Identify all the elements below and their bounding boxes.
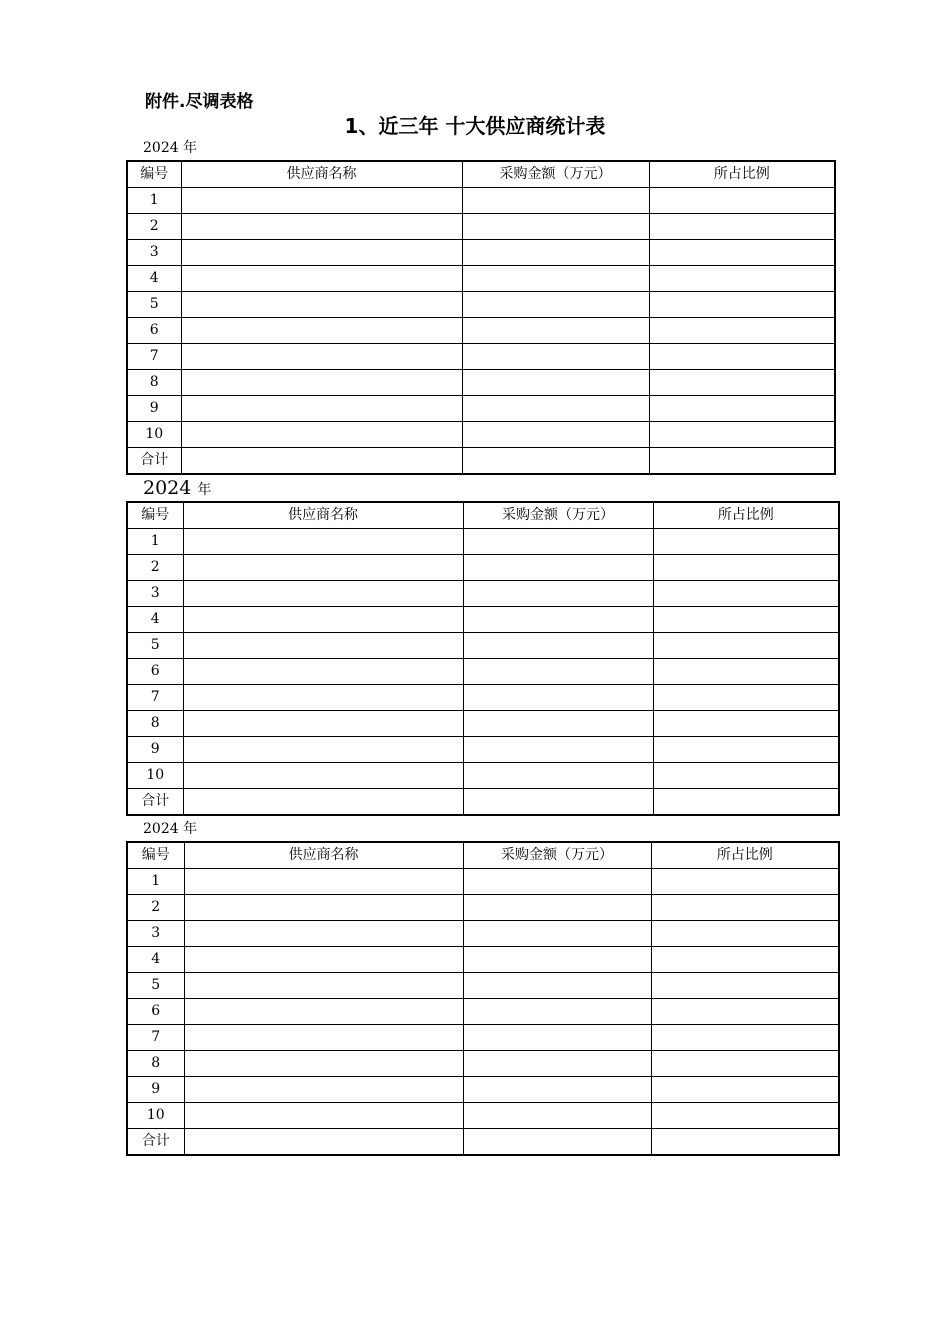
purchase-amount-cell[interactable] — [462, 188, 649, 214]
percentage-cell[interactable] — [651, 947, 839, 973]
percentage-cell[interactable] — [651, 1129, 839, 1156]
column-header: 供应商名称 — [181, 161, 462, 188]
column-header: 采购金额（万元） — [462, 161, 649, 188]
purchase-amount-cell[interactable] — [463, 555, 653, 581]
row-number: 7 — [127, 1025, 184, 1051]
row-number: 8 — [127, 370, 181, 396]
purchase-amount-cell[interactable] — [462, 266, 649, 292]
row-number: 5 — [127, 292, 181, 318]
supplier-name-cell[interactable] — [183, 789, 463, 816]
row-number: 3 — [127, 921, 184, 947]
supplier-name-cell[interactable] — [181, 188, 462, 214]
row-number: 1 — [127, 869, 184, 895]
percentage-cell[interactable] — [653, 659, 839, 685]
row-number: 4 — [127, 266, 181, 292]
table-row — [127, 685, 839, 711]
table-row — [127, 581, 839, 607]
supplier-name-cell[interactable] — [184, 973, 463, 999]
table-row — [127, 318, 835, 344]
purchase-amount-cell[interactable] — [463, 659, 653, 685]
table-row — [127, 921, 839, 947]
row-number: 4 — [127, 607, 183, 633]
purchase-amount-cell[interactable] — [463, 947, 651, 973]
purchase-amount-cell[interactable] — [462, 422, 649, 448]
supplier-name-cell[interactable] — [184, 869, 463, 895]
column-header: 所占比例 — [649, 161, 835, 188]
total-row — [127, 1129, 839, 1156]
purchase-amount-cell[interactable] — [463, 1051, 651, 1077]
purchase-amount-cell[interactable] — [463, 607, 653, 633]
row-number: 6 — [127, 318, 181, 344]
supplier-table-3 — [126, 841, 840, 1156]
total-label: 合计 — [127, 789, 183, 816]
column-header: 供应商名称 — [183, 502, 463, 529]
table-row — [127, 1025, 839, 1051]
purchase-amount-cell[interactable] — [463, 763, 653, 789]
table-row — [127, 214, 835, 240]
supplier-name-cell[interactable] — [183, 737, 463, 763]
purchase-amount-cell[interactable] — [462, 214, 649, 240]
row-number: 8 — [127, 1051, 184, 1077]
table-row — [127, 895, 839, 921]
supplier-name-cell[interactable] — [183, 633, 463, 659]
purchase-amount-cell[interactable] — [463, 789, 653, 816]
total-label: 合计 — [127, 448, 181, 475]
supplier-name-cell[interactable] — [181, 318, 462, 344]
column-header: 采购金额（万元） — [463, 502, 653, 529]
table-row — [127, 240, 835, 266]
purchase-amount-cell[interactable] — [462, 396, 649, 422]
purchase-amount-cell[interactable] — [463, 973, 651, 999]
percentage-cell[interactable] — [653, 737, 839, 763]
purchase-amount-cell[interactable] — [463, 869, 651, 895]
year-value: 2024 — [143, 821, 179, 837]
supplier-name-cell[interactable] — [184, 1077, 463, 1103]
supplier-name-cell[interactable] — [184, 1129, 463, 1156]
total-label: 合计 — [127, 1129, 184, 1156]
table-row — [127, 737, 839, 763]
supplier-name-cell[interactable] — [181, 266, 462, 292]
row-number: 6 — [127, 999, 184, 1025]
row-number: 1 — [127, 188, 181, 214]
table-row — [127, 659, 839, 685]
supplier-name-cell[interactable] — [183, 685, 463, 711]
purchase-amount-cell[interactable] — [462, 318, 649, 344]
supplier-name-cell[interactable] — [181, 448, 462, 475]
percentage-cell[interactable] — [653, 711, 839, 737]
supplier-name-cell[interactable] — [181, 240, 462, 266]
row-number: 9 — [127, 737, 183, 763]
table-row — [127, 973, 839, 999]
column-header: 编号 — [127, 842, 184, 869]
column-header: 所占比例 — [653, 502, 839, 529]
supplier-table-2 — [126, 501, 840, 816]
year-label-1 — [143, 137, 197, 157]
supplier-name-cell[interactable] — [183, 555, 463, 581]
purchase-amount-cell[interactable] — [463, 1077, 651, 1103]
table-row — [127, 292, 835, 318]
supplier-name-cell[interactable] — [181, 292, 462, 318]
percentage-cell[interactable] — [649, 448, 835, 475]
column-header: 采购金额（万元） — [463, 842, 651, 869]
row-number: 4 — [127, 947, 184, 973]
percentage-cell[interactable] — [649, 344, 835, 370]
row-number: 3 — [127, 581, 183, 607]
percentage-cell[interactable] — [649, 214, 835, 240]
supplier-name-cell[interactable] — [183, 763, 463, 789]
percentage-cell[interactable] — [649, 292, 835, 318]
table-row — [127, 266, 835, 292]
supplier-name-cell[interactable] — [181, 396, 462, 422]
row-number: 5 — [127, 633, 183, 659]
purchase-amount-cell[interactable] — [463, 633, 653, 659]
percentage-cell[interactable] — [649, 266, 835, 292]
table-row — [127, 947, 839, 973]
percentage-cell[interactable] — [651, 1103, 839, 1129]
total-row — [127, 448, 835, 475]
purchase-amount-cell[interactable] — [462, 344, 649, 370]
purchase-amount-cell[interactable] — [463, 1129, 651, 1156]
supplier-name-cell[interactable] — [181, 214, 462, 240]
column-header: 编号 — [127, 161, 181, 188]
percentage-cell[interactable] — [653, 685, 839, 711]
supplier-name-cell[interactable] — [184, 1103, 463, 1129]
purchase-amount-cell[interactable] — [463, 1025, 651, 1051]
purchase-amount-cell[interactable] — [463, 921, 651, 947]
supplier-name-cell[interactable] — [183, 659, 463, 685]
column-header: 供应商名称 — [184, 842, 463, 869]
purchase-amount-cell[interactable] — [462, 370, 649, 396]
percentage-cell[interactable] — [649, 396, 835, 422]
year-label-3 — [143, 818, 197, 838]
year-suffix: 年 — [197, 482, 212, 498]
percentage-cell[interactable] — [649, 422, 835, 448]
percentage-cell[interactable] — [653, 789, 839, 816]
row-number: 3 — [127, 240, 181, 266]
table-row — [127, 607, 839, 633]
purchase-amount-cell[interactable] — [463, 581, 653, 607]
purchase-amount-cell[interactable] — [463, 895, 651, 921]
row-number: 6 — [127, 659, 183, 685]
row-number: 8 — [127, 711, 183, 737]
purchase-amount-cell[interactable] — [463, 711, 653, 737]
supplier-name-cell[interactable] — [181, 344, 462, 370]
row-number: 10 — [127, 763, 183, 789]
percentage-cell[interactable] — [651, 895, 839, 921]
header-row — [127, 502, 839, 529]
table-row — [127, 370, 835, 396]
row-number: 9 — [127, 396, 181, 422]
supplier-name-cell[interactable] — [183, 607, 463, 633]
percentage-cell[interactable] — [653, 763, 839, 789]
row-number: 2 — [127, 895, 184, 921]
percentage-cell[interactable] — [651, 999, 839, 1025]
table-row — [127, 529, 839, 555]
attachment-title: 附件.尽调表格 — [145, 92, 254, 112]
row-number: 10 — [127, 1103, 184, 1129]
percentage-cell[interactable] — [649, 370, 835, 396]
table-row — [127, 763, 839, 789]
row-number: 10 — [127, 422, 181, 448]
purchase-amount-cell[interactable] — [463, 999, 651, 1025]
purchase-amount-cell[interactable] — [463, 685, 653, 711]
header-row — [127, 842, 839, 869]
percentage-cell[interactable] — [649, 240, 835, 266]
table-row — [127, 711, 839, 737]
row-number: 7 — [127, 344, 181, 370]
supplier-name-cell[interactable] — [183, 529, 463, 555]
row-number: 5 — [127, 973, 184, 999]
percentage-cell[interactable] — [653, 555, 839, 581]
purchase-amount-cell[interactable] — [463, 529, 653, 555]
table-row — [127, 999, 839, 1025]
table-row — [127, 633, 839, 659]
supplier-table-1 — [126, 160, 836, 475]
percentage-cell[interactable] — [649, 188, 835, 214]
table-row — [127, 188, 835, 214]
purchase-amount-cell[interactable] — [463, 737, 653, 763]
supplier-name-cell[interactable] — [184, 1051, 463, 1077]
year-label-2 — [143, 477, 211, 499]
purchase-amount-cell[interactable] — [462, 292, 649, 318]
table-row — [127, 555, 839, 581]
percentage-cell[interactable] — [651, 921, 839, 947]
header-row — [127, 161, 835, 188]
table-row — [127, 422, 835, 448]
year-suffix: 年 — [183, 821, 198, 837]
percentage-cell[interactable] — [653, 529, 839, 555]
supplier-name-cell[interactable] — [183, 581, 463, 607]
table-row — [127, 1051, 839, 1077]
percentage-cell[interactable] — [651, 1077, 839, 1103]
percentage-cell[interactable] — [651, 1025, 839, 1051]
supplier-name-cell[interactable] — [184, 1025, 463, 1051]
purchase-amount-cell[interactable] — [462, 240, 649, 266]
column-header: 所占比例 — [651, 842, 839, 869]
supplier-name-cell[interactable] — [183, 711, 463, 737]
year-suffix: 年 — [183, 140, 198, 156]
row-number: 2 — [127, 555, 183, 581]
row-number: 1 — [127, 529, 183, 555]
purchase-amount-cell[interactable] — [462, 448, 649, 475]
supplier-name-cell[interactable] — [184, 999, 463, 1025]
table-row — [127, 344, 835, 370]
percentage-cell[interactable] — [653, 607, 839, 633]
percentage-cell[interactable] — [651, 973, 839, 999]
table-row — [127, 1103, 839, 1129]
document-title: 1、近三年 十大供应商统计表 — [344, 114, 606, 138]
year-value: 2024 — [143, 140, 179, 156]
year-value: 2024 — [143, 477, 192, 499]
supplier-name-cell[interactable] — [184, 947, 463, 973]
purchase-amount-cell[interactable] — [463, 1103, 651, 1129]
table-row — [127, 1077, 839, 1103]
total-row — [127, 789, 839, 816]
table-row — [127, 869, 839, 895]
supplier-name-cell[interactable] — [184, 895, 463, 921]
supplier-name-cell[interactable] — [181, 370, 462, 396]
column-header: 编号 — [127, 502, 183, 529]
row-number: 9 — [127, 1077, 184, 1103]
percentage-cell[interactable] — [649, 318, 835, 344]
row-number: 2 — [127, 214, 181, 240]
row-number: 7 — [127, 685, 183, 711]
percentage-cell[interactable] — [653, 633, 839, 659]
supplier-name-cell[interactable] — [184, 921, 463, 947]
percentage-cell[interactable] — [653, 581, 839, 607]
table-row — [127, 396, 835, 422]
percentage-cell[interactable] — [651, 1051, 839, 1077]
supplier-name-cell[interactable] — [181, 422, 462, 448]
percentage-cell[interactable] — [651, 869, 839, 895]
